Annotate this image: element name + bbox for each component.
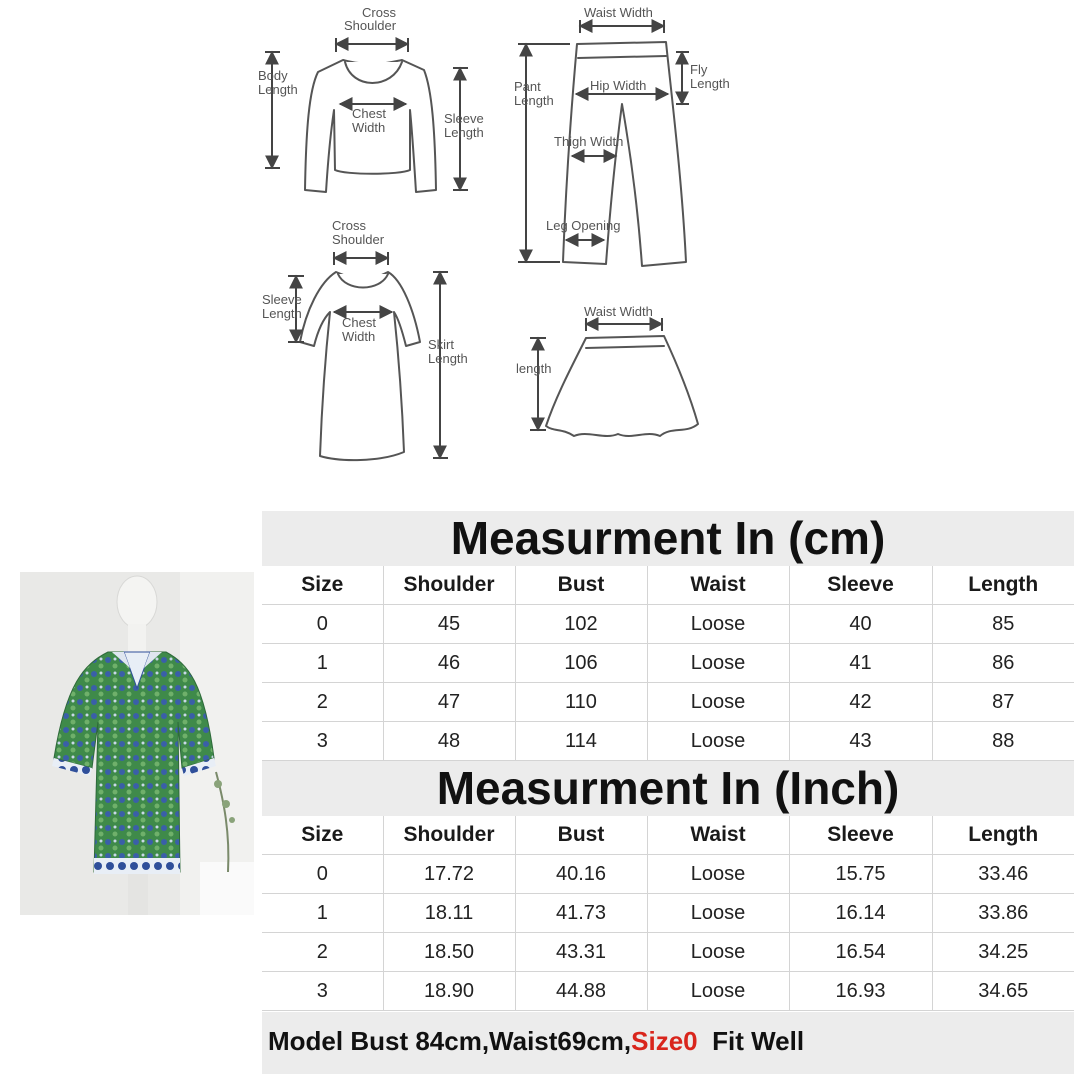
table-cell: Loose: [647, 855, 789, 894]
size-chart: [262, 511, 1074, 1011]
top-chest-label-1: Chest: [352, 106, 386, 121]
table-cell: 46: [383, 644, 515, 683]
table-cell: 1: [262, 644, 383, 683]
top-sleeve-label-2: Length: [444, 125, 484, 140]
dress-sleeve-label-2: Length: [262, 306, 302, 321]
table-cell: 2: [262, 933, 383, 972]
dress-skirt-label-2: Length: [428, 351, 468, 366]
product-photo: [20, 572, 254, 915]
col-header-shoulder: Shoulder: [383, 816, 515, 855]
col-header-length: Length: [932, 566, 1074, 605]
pants-leg-label: Leg Opening: [546, 218, 621, 233]
table-cell: Loose: [647, 894, 789, 933]
table-cell: 16.14: [789, 894, 932, 933]
table-cell: Loose: [647, 605, 789, 644]
dress-skirt-label-1: Skirt: [428, 337, 454, 352]
table-cell: Loose: [647, 644, 789, 683]
top-body-label-1: Body: [258, 68, 288, 83]
col-header-sleeve: Sleeve: [789, 566, 932, 605]
table-cell: 18.90: [383, 972, 515, 1011]
table-cell: 3: [262, 722, 383, 761]
table-row: [262, 644, 1074, 683]
table-row: [262, 972, 1074, 1011]
table-cell: 43.31: [515, 933, 647, 972]
pants-fly-label-2: Length: [690, 76, 730, 91]
dress-cross-label-1: Cross: [332, 218, 366, 233]
pants-waist-label: Waist Width: [584, 5, 653, 20]
table-cell: 3: [262, 972, 383, 1011]
col-header-shoulder: Shoulder: [383, 566, 515, 605]
table-cell: 18.50: [383, 933, 515, 972]
table-cell: 0: [262, 855, 383, 894]
pants-fly-label-1: Fly: [690, 62, 708, 77]
table-cell: 44.88: [515, 972, 647, 1011]
pants-thigh-label: Thigh Width: [554, 134, 624, 149]
skirt-outline: [546, 336, 698, 436]
table-cell: Loose: [647, 933, 789, 972]
model-note-suffix: Fit Well: [697, 1026, 805, 1056]
table-cell: 106: [515, 644, 647, 683]
pants-length-label-1: Pant: [514, 79, 541, 94]
table-cell: 43: [789, 722, 932, 761]
table-cell: 48: [383, 722, 515, 761]
top-cross-label-2: Shoulder: [344, 18, 397, 33]
pants-diagram: [514, 5, 730, 266]
col-header-size: Size: [262, 566, 383, 605]
col-header-sleeve: Sleeve: [789, 816, 932, 855]
inch-table-title: Measurment In (Inch): [262, 761, 1074, 816]
skirt-waist-label: Waist Width: [584, 304, 653, 319]
table-row: [262, 605, 1074, 644]
dress-chest-label-1: Chest: [342, 315, 376, 330]
table-cell: 42: [789, 683, 932, 722]
col-header-waist: Waist: [647, 816, 789, 855]
table-cell: 1: [262, 894, 383, 933]
skirt-diagram: [516, 304, 698, 436]
table-cell: 0: [262, 605, 383, 644]
table-cell: 86: [932, 644, 1074, 683]
inch-size-table: [262, 816, 1074, 1011]
dress-chest-label-2: Width: [342, 329, 376, 344]
col-header-bust: Bust: [515, 816, 647, 855]
table-row: [262, 683, 1074, 722]
table-cell: 33.86: [932, 894, 1074, 933]
top-cross-label-1: Cross: [362, 5, 396, 20]
table-cell: 41: [789, 644, 932, 683]
table-cell: 2: [262, 683, 383, 722]
top-body-label-2: Length: [258, 82, 298, 97]
model-note-prefix: Model Bust 84cm,Waist69cm,: [268, 1026, 632, 1056]
pants-length-label-2: Length: [514, 93, 554, 108]
skirt-length-label: length: [516, 361, 552, 376]
table-cell: 47: [383, 683, 515, 722]
table-cell: 114: [515, 722, 647, 761]
table-cell: 110: [515, 683, 647, 722]
table-row: [262, 933, 1074, 972]
col-header-size: Size: [262, 816, 383, 855]
col-header-waist: Waist: [647, 566, 789, 605]
table-cell: 17.72: [383, 855, 515, 894]
table-cell: 34.65: [932, 972, 1074, 1011]
table-cell: 85: [932, 605, 1074, 644]
table-cell: Loose: [647, 722, 789, 761]
table-cell: 88: [932, 722, 1074, 761]
table-cell: Loose: [647, 683, 789, 722]
col-header-bust: Bust: [515, 566, 647, 605]
top-sleeve-label-1: Sleeve: [444, 111, 484, 126]
top-garment-diagram: [258, 5, 484, 192]
table-cell: 16.54: [789, 933, 932, 972]
cm-size-table: [262, 566, 1074, 761]
table-cell: 87: [932, 683, 1074, 722]
table-header-row: [262, 566, 1074, 605]
table-cell: 45: [383, 605, 515, 644]
dress-diagram: [262, 218, 468, 460]
table-row: [262, 855, 1074, 894]
table-cell: 102: [515, 605, 647, 644]
col-header-length: Length: [932, 816, 1074, 855]
dress-sleeve-label-1: Sleeve: [262, 292, 302, 307]
dress-cross-label-2: Shoulder: [332, 232, 385, 247]
table-cell: Loose: [647, 972, 789, 1011]
table-cell: 18.11: [383, 894, 515, 933]
table-row: [262, 894, 1074, 933]
table-cell: 15.75: [789, 855, 932, 894]
size-diagram: [0, 0, 1074, 505]
dress-outline: [300, 272, 420, 460]
table-cell: 40: [789, 605, 932, 644]
table-row: [262, 722, 1074, 761]
top-chest-label-2: Width: [352, 120, 386, 135]
table-cell: 16.93: [789, 972, 932, 1011]
table-cell: 41.73: [515, 894, 647, 933]
pants-hip-label: Hip Width: [590, 78, 647, 93]
cm-table-title: Measurment In (cm): [262, 511, 1074, 566]
table-cell: 34.25: [932, 933, 1074, 972]
mannequin-head: [117, 576, 157, 628]
table-cell: 33.46: [932, 855, 1074, 894]
table-cell: 40.16: [515, 855, 647, 894]
table-header-row: [262, 816, 1074, 855]
model-fit-note: [262, 1012, 1074, 1074]
model-note-size: Size0: [631, 1026, 698, 1056]
